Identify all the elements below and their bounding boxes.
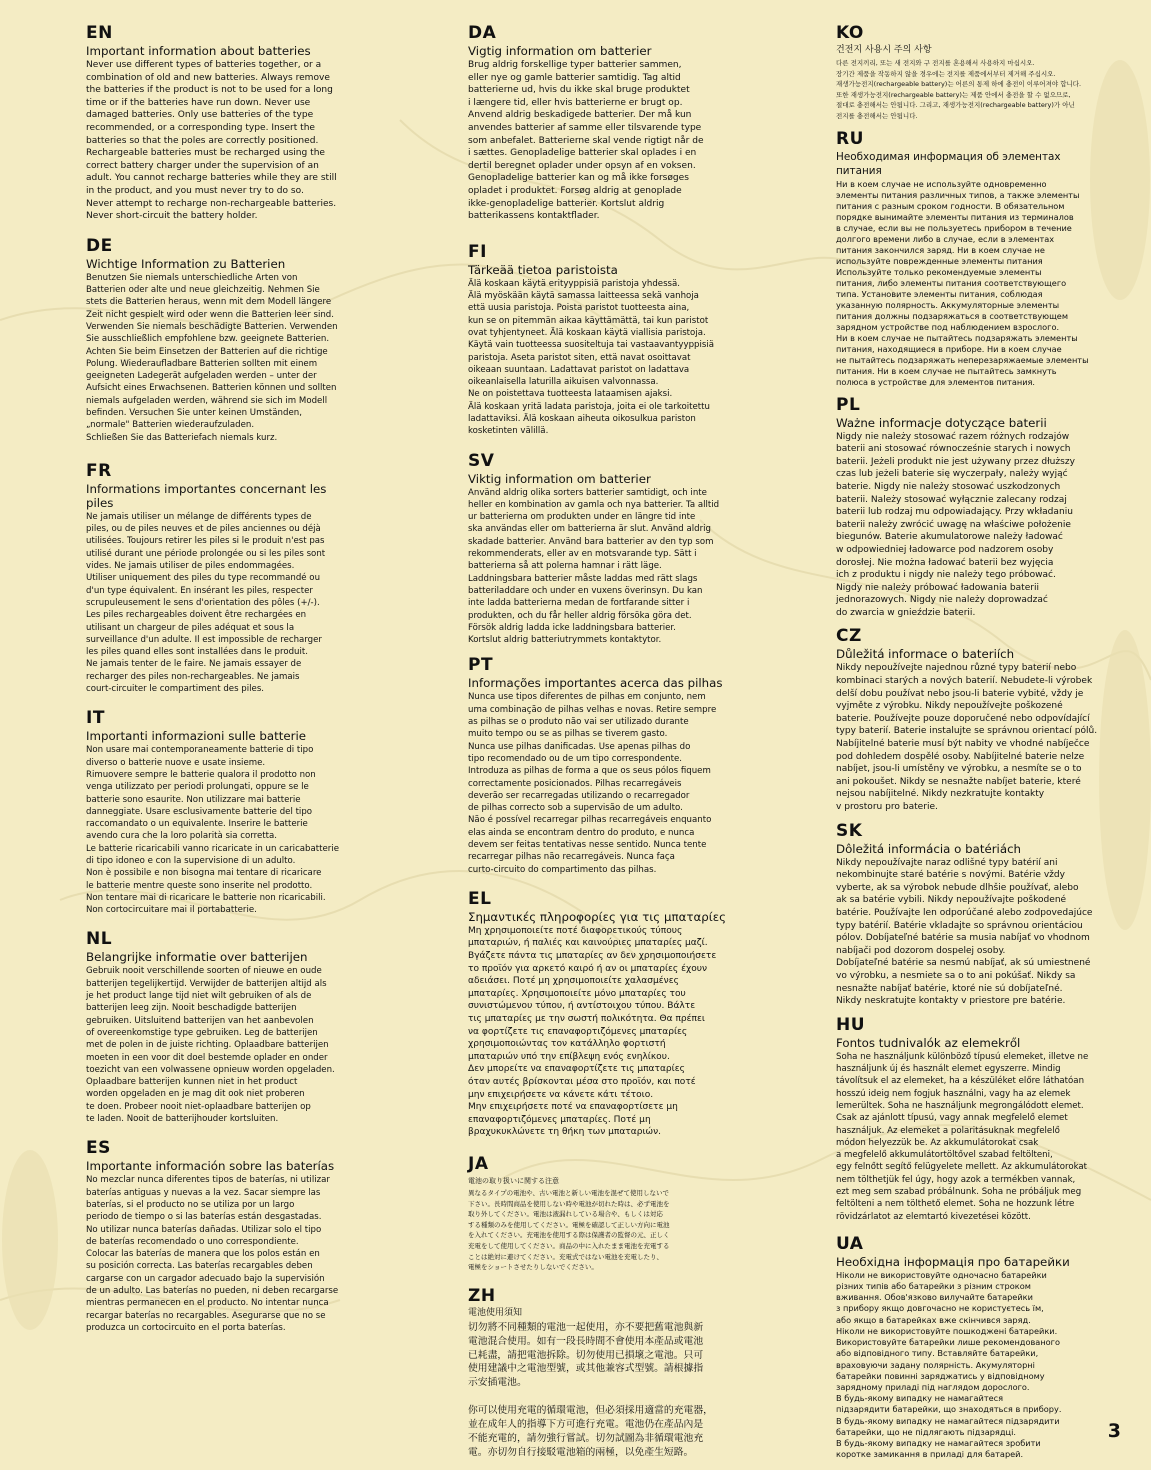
language-code: KO <box>836 23 864 43</box>
section-heading: Important information about batteries <box>86 44 311 58</box>
language-code: FI <box>468 241 487 262</box>
section-body: Ни в коем случае не используйте одновременно элементы питания различных типов, а также элементы питания с разным сроком годности. В обязательном порядке вынимайте элементы питания из терминалов в случае, если вы не пользуетесь прибором в течение долгого времени либо в случае, если в элементах питания закончился заряд. Ни в коем случае не используйте поврежденные элементы питания Используйте только рекомендуемые элементы питания, либо элементы питания соответствующего типа. Установите элементы питания, соблюдая указанную полярность. Аккумуляторные элементы питания должны подзаряжаться в соответствующем зарядном устройстве под наблюдением взрослого. Ни в коем случае не пытайтесь подзаряжать элементы питания, находящиеся в приборе. Ни в коем случае не пытайтесь подзаряжать неперезаряжаемые элементы питания. Ни в коем случае не пытайтесь замкнуть полюса в устройстве для элементов питания. <box>836 178 1089 387</box>
section-hu <box>836 1016 1098 1223</box>
language-code: FR <box>86 460 112 481</box>
language-code: UA <box>836 1233 864 1254</box>
section-heading: Необходимая информация об элементах питания <box>836 150 1061 177</box>
section-body: Ne jamais utiliser un mélange de différents types de piles, ou de piles neuves et de piles anciennes ou déjà utilisées. Toujours retirer les piles si le produit n'est pas utilisé durant une période prolongée ou si les piles sont vides. Ne jamais utiliser de piles endommagées. Utiliser uniquement des piles du type recommandé ou d'un type équivalent. En insérant les piles, respecter scrupuleusement le sens d'orientation des pôles (+/-). Les piles rechargeables doivent être rechargées en utilisant un chargeur de piles adéquat et sous la surveillance d'un adulte. Il est impossible de recharger les piles quand elles sont installées dans le produit. Ne jamais tenter de le faire. Ne jamais essayer de recharger des piles non-rechargeables. Ne jamais court-circuiter le compartiment des piles. <box>86 511 326 695</box>
section-zh <box>468 1287 740 1460</box>
section-body: Nunca use tipos diferentes de pilhas em conjunto, nem uma combinação de pilhas velhas e novas. Retire sempre as pilhas se o produto não vai ser utilizado durante muito tempo ou se as pilhas se tiverem gasto. Nunca use pilhas danificadas. Use apenas pilhas do tipo recomendado ou de um tipo correspondente. Introduza as pilhas de forma a que os seus pólos fiquem correctamente posicionados. Pilhas recarregáveis deverão ser recarregadas utilizando o recarregador de pilhas correcto sob a supervisão de um adulto. Não é possível recarregar pilhas recarregáveis enquanto elas ainda se encontram dentro do produto, e nunca devem ser feitas tentativas nesse sentido. Nunca tente recarregar pilhas não recarregáveis. Nunca faça curto-circuito do compartimento das pilhas. <box>468 692 717 875</box>
section-body: Soha ne használjunk különböző típusú elemeket, illetve ne használjunk új és használt elemet egyszerre. Mindig távolítsuk el az elemeket, ha a készüléket előre láthatóan hosszú ideig nem fogjuk használni, vagy ha az elemek lemerültek. Soha ne használjunk megrongálódott elemet. Csak az ajánlott típusú, vagy annak megfelelő elemet használjuk. Az elemeket a polaritásuknak megfelelő módon helyezzük be. Az akkumulátorokat csak a megfelelő akkumulátortöltővel szabad feltölteni, egy felnőtt segítő felügyelete mellett. Az akkumulátorokat nem tölthetjük fel úgy, hogy azok a termékben vannak, ezt meg sem szabad próbálnunk. Soha ne próbáljuk meg feltölteni a nem tölthető elemet. Soha ne hozzunk létre rövidzárlatot az elemtartó kivezetései között. <box>836 1051 1089 1222</box>
language-code: PT <box>468 655 494 676</box>
section-fr <box>86 462 354 695</box>
section-heading: Vigtig information om batterier <box>468 44 652 58</box>
section-da <box>468 24 740 223</box>
section-ru <box>836 130 1098 388</box>
language-code: SK <box>836 820 863 841</box>
section-body: Nikdy nepoužívejte najednou různé typy baterií nebo kombinaci starých a nových baterií. Nebudete-li výrobek delší dobu používat nebo jsou-li baterie vybité, vždy je vyjměte z výrobku. Nikdy nepoužívejte poškozené baterie. Používejte pouze doporučené nebo odpovídající typy baterií. Baterie instalujte se správnou orientací pólů. Nabíjitelné baterie musí být nabity ve vhodné nabíječce pod dohledem dospělé osoby. Nabíjitelné baterie nelze nabíjet, jsou-li umístěny ve výrobku, a nesmíte se o to ani pokoušet. Nikdy se nesnažte nabíjet baterie, které nejsou nabíjitelné. Nikdy nezkratujte kontakty v prostoru pro baterie. <box>836 663 1098 812</box>
language-code: DA <box>468 23 497 43</box>
section-body: Älä koskaan käytä erityyppisiä paristoja yhdessä. Älä myöskään käytä samassa laitteessa sekä vanhoja että uusia paristoja. Poista paristot tuotteesta aina, kun se on pitemmän aikaa käyttämättä, tai kun paristot ovat tyhjentyneet. Älä koskaan käytä viallisia paristoja. Käytä vain tuotteessa suositeltuja tai vastaavantyyppisiä paristoja. Aseta paristot siten, että navat osoittavat oikeaan suuntaan. Ladattavat paristot on ladattava oikeanlaisella laturilla aikuisen valvonnassa. Ne on poistettava tuotteesta lataamisen ajaksi. Älä koskaan yritä ladata paristoja, joita ei ole tarkoitettu ladattaviksi. Älä koskaan aiheuta oikosulkua pariston kosketinten välillä. <box>468 278 715 437</box>
section-heading: 건전지 사용시 주의 사항 <box>836 45 932 55</box>
section-body: Gebruik nooit verschillende soorten of nieuwe en oude batterijen tegelijkertijd. Verwijder de batterijen altijd als je het product lange tijd niet wilt gebruiken of als de batterijen leeg zijn. Nooit beschadigde batterijen gebruiken. Uitsluitend batterijen van het aanbevolen of overeenkomstige type gebruiken. Leg de batterijen met de polen in de juiste richting. Oplaadbare batterijen moeten in een voor dit doel bestemde oplader en onder toezicht van een volwassene opnieuw worden opgeladen. Oplaadbare batterijen kunnen niet in het product worden opgeladen en je mag dit ook niet proberen te doen. Probeer nooit niet-oplaadbare batterijen op te laden. Nooit de batterijhouder kortsluiten. <box>86 966 335 1125</box>
section-heading: Σημαντικές πληροφορίες για τις μπαταρίες <box>468 909 727 924</box>
language-code: PL <box>836 394 861 415</box>
language-code: SV <box>468 450 495 471</box>
language-code: EN <box>86 23 113 43</box>
section-cz <box>836 627 1098 813</box>
section-sk <box>836 822 1098 1008</box>
section-heading: Tärkeää tietoa paristoista <box>468 262 618 277</box>
section-body: 切勿將不同種類的電池一起使用，亦不要把舊電池與新 電池混合使用。如有一段長時間不會使用本產品或電池 已耗盡，請把電池拆除。切勿使用已損壞之電池。只可 使用建議中之電池型號，或其他兼容式型號。請根據指 示安插電池。 你可以使用充電的循環電池，但必須採用適當的充電器， 並在成年人的指導下方可進行充電。電池仍在產品內是 不能充電的，請勿強行嘗試。切勿試圖為非循環電池充 電。亦切勿自行接駁電池箱的兩極，以免產生短路。 <box>468 1321 713 1458</box>
section-body: Nigdy nie należy stosować razem różnych rodzajów baterii ani stosować równocześnie starych i nowych baterii. Jeżeli produkt nie jest używany przez dłuższy czas lub jeżeli baterie się wyczerpały, należy wyjąć baterie. Nigdy nie należy stosować uszkodzonych baterii. Należy stosować wyłącznie zalecany rodzaj baterii lub rodzaj mu odpowiadający. Przy wkładaniu baterii należy zwrócić uwagę na właściwe położenie biegunów. Baterie akumulatorowe należy ładować w odpowiedniej ładowarce pod nadzorem osoby dorosłej. Nie można ładować baterii bez wyjęcia ich z produktu i nigdy nie należy tego próbować. Nigdy nie należy próbować ładowania baterii jednorazowych. Nigdy nie należy doprowadzać do zwarcia w gnieździe baterii. <box>836 431 1075 618</box>
language-code: NL <box>86 929 113 950</box>
section-heading: 電池使用須知 <box>468 1307 523 1318</box>
column-middle <box>468 24 740 1470</box>
section-body: Nikdy nepoužívajte naraz odlišné typy batérií ani nekombinujte staré batérie s novými. Batérie vždy vyberte, ak sa výrobok nebude dlhšie používať, alebo ak sa batérie vybili. Nikdy nepoužívajte poškodené batérie. Používajte len odporúčané alebo zodpovedajúce typy batérií. Batérie vkladajte so správnou orientáciou pólov. Dobíjateľné batérie sa musia nabíjať vo vhodnom nabíjači pod dozorom dospelej osoby. Dobíjateľné batérie sa nesmú nabíjať, ak sú umiestnené vo výrobku, a nesmiete sa o to ani pokúšať. Nikdy sa nesnažte nabíjať batérie, ktoré nie sú dobíjateľné. Nikdy neskratujte kontakty v priestore pre batérie. <box>836 857 1093 1007</box>
language-code: HU <box>836 1014 866 1035</box>
section-heading: Dôležitá informácia o batériách <box>836 841 1022 856</box>
column-left <box>86 24 354 1344</box>
language-code: EL <box>468 888 492 909</box>
section-body: Benutzen Sie niemals unterschiedliche Arten von Batterien oder alte und neue gleichzeitig. Nehmen Sie stets die Batterien heraus, wenn mit dem Modell längere Zeit nicht gespielt wird oder wenn die Batterien leer sind. Verwenden Sie niemals beschädigte Batterien. Verwenden Sie ausschließlich empfohlene bzw. geeignete Batterien. Achten Sie beim Einsetzen der Batterien auf die richtige Polung. Wiederaufladbare Batterien sollten mit einem geeigneten Ladegerät aufgeladen werden – unter der Aufsicht eines Erwachsenen. Batterien können und sollten niemals aufgeladen werden, während sie sich im Modell befinden. Versuchen Sie unter keinen Umständen, „normale" Batterien wiederaufzuladen. Schließen Sie das Batteriefach niemals kurz. <box>86 272 338 443</box>
section-ua <box>836 1235 1098 1460</box>
section-heading: Wichtige Information zu Batterien <box>86 256 286 271</box>
section-heading: Informações importantes acerca das pilhas <box>468 676 723 691</box>
section-ja <box>468 1155 740 1273</box>
section-body: Μη χρησιμοποιείτε ποτέ διαφορετικούς τύπους μπαταριών, ή παλιές και καινούριες μπαταρίες μαζί. Βγάζετε πάντα τις μπαταρίες αν δεν χρησιμοποιήσετε το προϊόν για αρκετό καιρό ή αν οι μπαταρίες έχουν αδειάσει. Ποτέ μη χρησιμοποιείτε χαλασμένες μπαταρίες. Χρησιμοποιείτε μόνο μπαταρίες του συνιστώμενου τύπου, ή αντίστοιχου τύπου. Βάλτε τις μπαταρίες με την σωστή πολικότητα. Θα πρέπει να φορτίζετε τις επαναφορτιζόμενες μπαταρίες χρησιμοποιώντας τον κατάλληλο φορτιστή μπαταριών υπό την επίβλεψη ενός ενηλίκου. Δεν μπορείτε να επαναφορτίζετε τις μπαταρίες όταν αυτές βρίσκονται μέσα στο προϊόν, και ποτέ μην επιχειρήσετε να κάνετε κάτι τέτοιο. Μην επιχειρήσετε ποτέ να επαναφορτίσετε μη επαναφορτιζόμενες μπαταρίες. Ποτέ μη βραχυκυκλώνετε τη θήκη των μπαταριών. <box>468 925 717 1138</box>
section-pt <box>468 656 740 875</box>
language-code: CZ <box>836 626 862 647</box>
section-heading: Důležitá informace o bateriích <box>836 647 1015 662</box>
section-body: Använd aldrig olika sorters batterier samtidigt, och inte heller en kombination av gamla och nya batterier. Ta alltid ur batterierna om produkten under en längre tid inte ska användas eller om batterierna är slut. Använd aldrig skadade batterier. Använd bara batterier av den typ som rekommenderats, eller av en motsvarande typ. Sätt i batterierna så att polerna hamnar i rätt läge. Laddningsbara batterier måste laddas med rätt slags batteriladdare och under en vuxens överinsyn. Du kan inte ladda batterierna medan de fortfarande sitter i produkten, och du får heller aldrig försöka göra det. Försök aldrig ladda icke laddningsbara batterier. Kortslut aldrig batteriutrymmets kontaktytor. <box>468 487 720 646</box>
section-sv <box>468 452 740 647</box>
section-body: Non usare mai contemporaneamente batterie di tipo diverso o batterie nuove e usate insieme. Rimuovere sempre le batterie qualora il prodotto non venga utilizzato per periodi prolungati, oppure se le batterie sono esaurite. Non utilizzare mai batterie danneggiate. Usare esclusivamente batterie del tipo raccomandato o un equivalente. Inserire le batterie avendo cura che la loro polarità sia corretta. Le batterie ricaricabili vanno ricaricate in un caricabatterie di tipo idoneo e con la supervisione di un adulto. Non è possibile e non bisogna mai tentare di ricaricare le batterie mentre queste sono inserite nel prodotto. Non tentare mai di ricaricare le batterie non ricaricabili. Non cortocircuitare mai il portabatterie. <box>86 745 340 916</box>
page-number: 3 <box>1107 1420 1121 1442</box>
section-heading: Необхідна інформація про батарейки <box>836 1254 1070 1269</box>
language-code: ZH <box>468 1285 496 1306</box>
section-heading: 電池の取り扱いに関する注意 <box>468 1176 559 1185</box>
section-es <box>86 1139 354 1334</box>
language-code: IT <box>86 708 105 729</box>
section-body: No mezclar nunca diferentes tipos de baterías, ni utilizar baterías antiguas y nuevas a la vez. Sacar siempre las baterías, si el producto no se utiliza por un largo periodo de tiempo o si las baterías están desgastadas. No utilizar nunca baterías dañadas. Utilizar solo el tipo de baterías recomendado o uno correspondiente. Colocar las baterías de manera que los polos están en su posición correcta. Las baterías recargables deben cargarse con un cargador adecuado bajo la supervisión de un adulto. Las baterías no pueden, ni deben recargarse mientras permanecen en el producto. No intentar nunca recargar baterías no recargables. Asegurarse que no se produzca un cortocircuito en el porta baterías. <box>86 1175 339 1333</box>
section-heading: Importanti informazioni sulle batterie <box>86 729 306 744</box>
language-code: RU <box>836 128 864 149</box>
section-heading: Fontos tudnivalók az elemekről <box>836 1035 1021 1050</box>
section-nl <box>86 930 354 1125</box>
language-code: ES <box>86 1138 111 1159</box>
section-ko <box>836 24 1098 122</box>
section-body: Never use different types of batteries together, or a combination of old and new batteries. Always remove the batteries if the product is not to be used for a long time or if the batteries have run down. Never use damaged batteries. Only use batteries of the type recommended, or a corresponding type. Insert the batteries so that the poles are correctly positioned. Rechargeable batteries must be recharged using the correct battery charger under the supervision of an adult. You cannot recharge batteries while they are still in the product, and you must never try to do so. Never attempt to recharge non-rechargeable batteries. Never short-circuit the battery holder. <box>86 60 337 222</box>
section-body: 다른 전지끼리, 또는 새 전지와 구 전지를 혼용해서 사용하지 마십시오. 장기간 제품을 작동하지 않을 경우에는 전지를 제품에서부터 제거해 주십시오. 재생가능전지(rechargeable battery)는 어른의 통제 하에 충전이 이루어져야 합니다. 또한 재생가능전지(rechargeable battery)는 제품 안에서 충전을 할 수 없으므로, 절대로 충전해서는 안됩니다. 그리고, 재생가능전지(rechargeable battery)가 아닌 전지를 충전해서는 안됩니다. <box>836 59 1082 120</box>
section-en <box>86 24 354 223</box>
language-code: DE <box>86 235 113 256</box>
section-pl <box>836 396 1098 620</box>
section-el <box>468 890 740 1139</box>
section-heading: Belangrijke informatie over batterijen <box>86 950 308 965</box>
language-code: JA <box>468 1153 489 1174</box>
section-fi <box>468 243 740 438</box>
section-heading: Viktig information om batterier <box>468 471 651 486</box>
section-it <box>86 709 354 916</box>
section-body: Brug aldrig forskellige typer batterier sammen, eller nye og gamle batterier samtidig. Tag altid batterierne ud, hvis du ikke skal bruge produktet i længere tid, eller hvis batterierne er brugt op. Anvend aldrig beskadigede batterier. Der må kun anvendes batterier af samme eller tilsvarende type som anbefalet. Batterierne skal vende rigtigt når de i sættes. Genopladelige batterier skal oplades i en dertil beregnet oplader under opsyn af en voksen. Genopladelige batterier kan og må ikke forsøges opladet i produktet. Forsøg aldrig at genoplade ikke-genopladelige batterier. Kortslut aldrig batterikassens kontaktflader. <box>468 60 704 222</box>
section-de <box>86 237 354 444</box>
section-heading: Importante información sobre las baterías <box>86 1159 335 1174</box>
section-heading: Ważne informacje dotyczące baterii <box>836 415 1047 430</box>
section-body: 異なるタイプの電池や、古い電池と新しい電池を混ぜて使用しないで 下さい。長時間商品を使用しない時や電池が切れた時は、必ず電池を 取り外してください。電池は液漏れしている場合や、もしくは対応 する種類のみを使用してください。電極を確認して正しい方向に電池 を入れてください。充電池を使用する際は保護者の監督の元、正しく 充電をして使用してください。商品の中に入れたまま電池を充電する ことは絶対に避けてください。充電式ではない電池を充電したり、 電極をショートさせたりしないでください。 <box>468 1188 670 1272</box>
section-heading: Informations importantes concernant les piles <box>86 481 327 510</box>
column-right <box>836 24 1098 1470</box>
section-body: Ніколи не використовуйте одночасно батарейки різних типів або батарейки з різним строком вживання. Обов'язково вилучайте батарейки з прибору якщо довгочасно не користуєтесь їм, або якщо в батарейках вже скінчився заряд. Ніколи не використовуйте пошкоджені батарейки. Використовуйте батарейки лише рекомендованого або відповідного типу. Вставляйте батарейки, враховуючи задану полярність. Акумуляторні батарейки повинні заряджатись у відповідному зарядному приладі під наглядом дорослого. В будь-якому випадку не намагайтеся підзарядити батарейки, що знаходяться в прибору. В будь-якому випадку не намагайтеся підзарядити батарейки, що не підлягають підзарядці. В будь-якому випадку не намагайтеся зробити коротке замикання в приладі для батарей. <box>836 1269 1062 1460</box>
